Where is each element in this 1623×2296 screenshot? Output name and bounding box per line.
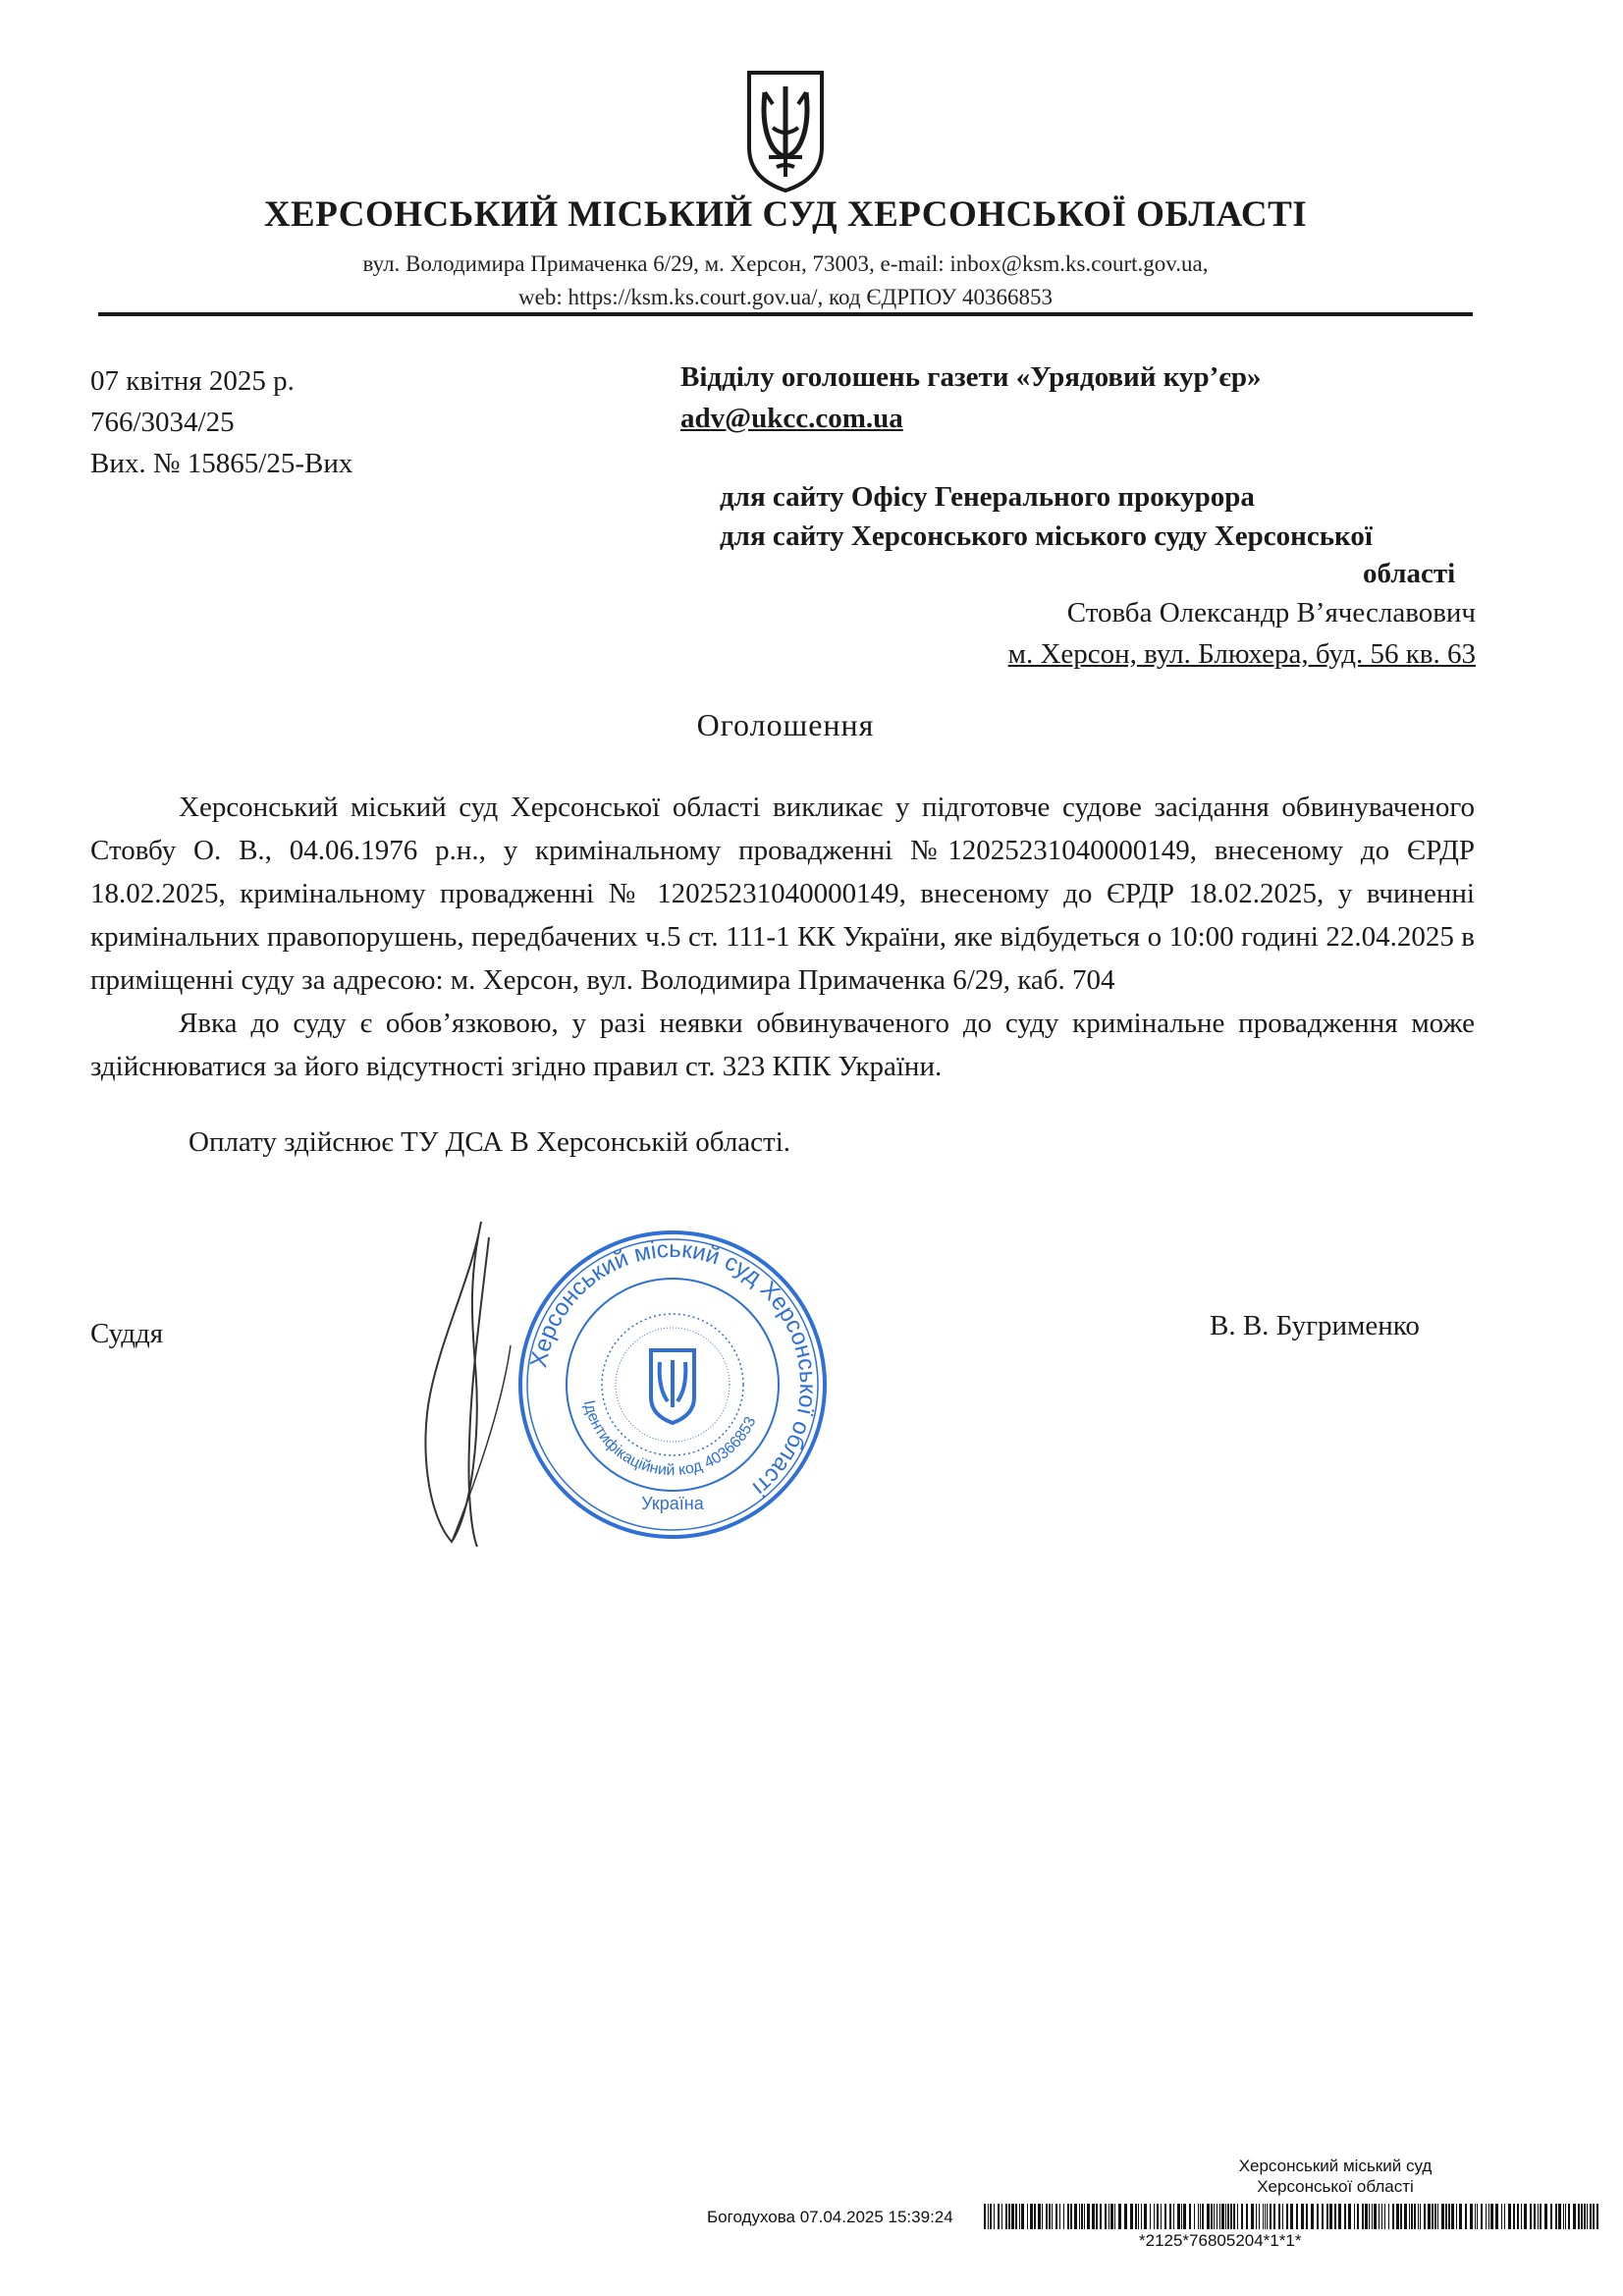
barcode-bar	[1354, 2204, 1355, 2229]
barcode-bar	[1246, 2204, 1248, 2229]
barcode-bar	[1154, 2204, 1155, 2229]
barcode-bar	[1369, 2204, 1370, 2229]
barcode-bar	[1019, 2204, 1020, 2229]
barcode-bar	[1256, 2204, 1257, 2229]
barcode-bar	[1273, 2204, 1275, 2229]
seal-country: Україна	[641, 1494, 704, 1513]
barcode-bar	[1374, 2204, 1377, 2229]
court-name: ХЕРСОНСЬКИЙ МІСЬКИЙ СУД ХЕРСОНСЬКОЇ ОБЛАСТІ	[263, 194, 1308, 235]
barcode-bar	[1534, 2204, 1536, 2229]
barcode-bar	[1251, 2204, 1254, 2229]
barcode-bar	[1087, 2204, 1090, 2229]
barcode-bar	[1344, 2204, 1346, 2229]
announcement-body	[90, 786, 1475, 1088]
barcode-bar	[1278, 2204, 1280, 2229]
barcode-bar	[1388, 2204, 1389, 2229]
barcode-bar	[1130, 2204, 1133, 2229]
letter-date: 07 квітня 2025 р.	[90, 365, 295, 397]
barcode-bar	[1169, 2204, 1171, 2229]
barcode-bar	[1233, 2204, 1235, 2229]
barcode-bar	[1578, 2204, 1580, 2229]
judge-name: В. В. Бугрименко	[1210, 1310, 1420, 1341]
barcode-bar	[1372, 2204, 1373, 2229]
barcode-bar	[1200, 2204, 1201, 2229]
barcode-bar	[1030, 2204, 1033, 2229]
barcode-bar	[1348, 2204, 1351, 2229]
announcement-paragraph-2: Явка до суду є обов’язковою, у разі неявки обвинуваченого до суду кримінальне провадження може здійснюватися за його відсутності згідно правил ст. 323 КПК України.	[90, 1008, 1475, 1082]
barcode-bar	[1432, 2204, 1434, 2229]
barcode-bar	[1486, 2204, 1487, 2229]
barcode-bar	[1046, 2204, 1048, 2229]
barcode-bar	[1157, 2204, 1159, 2229]
barcode-bar	[1237, 2204, 1238, 2229]
barcode-bar	[1110, 2204, 1113, 2229]
barcode-bar	[1225, 2204, 1226, 2229]
barcode-bar	[1550, 2204, 1552, 2229]
official-seal	[511, 1223, 835, 1547]
barcode-bar	[1338, 2204, 1341, 2229]
barcode-bar	[1042, 2204, 1043, 2229]
barcode-bar	[1074, 2204, 1077, 2229]
barcode-bar	[1265, 2204, 1266, 2229]
barcode-bar	[1306, 2204, 1308, 2229]
barcode-bar	[1124, 2204, 1127, 2229]
barcode-bar	[1411, 2204, 1413, 2229]
barcode-bar	[1357, 2204, 1359, 2229]
barcode-bar	[1384, 2204, 1385, 2229]
seal-inner-text: Ідентифікаційний код 40366853	[579, 1398, 760, 1480]
barcode-bar	[1437, 2204, 1438, 2229]
barcode-bar	[1404, 2204, 1407, 2229]
barcode-bar	[1144, 2204, 1147, 2229]
barcode-bar	[1150, 2204, 1151, 2229]
coat-of-arms-icon	[743, 69, 828, 194]
barcode-bar	[1508, 2204, 1511, 2229]
barcode-bar	[1070, 2204, 1072, 2229]
barcode-bar	[988, 2204, 989, 2229]
registration-stamp	[1070, 2156, 1600, 2197]
barcode-bar	[1418, 2204, 1419, 2229]
barcode-bar	[1296, 2204, 1298, 2229]
barcode-bar	[1490, 2204, 1493, 2229]
stamp-court-line1: Херсонський міський суд	[1238, 2157, 1433, 2175]
barcode-bar	[1568, 2204, 1570, 2229]
barcode-bar	[1183, 2204, 1186, 2229]
barcode-bar	[1221, 2204, 1224, 2229]
barcode-bar	[1021, 2204, 1024, 2229]
barcode-bar	[1084, 2204, 1085, 2229]
barcode-bar	[1530, 2204, 1532, 2229]
recipient-person-address: м. Херсон, вул. Блюхера, буд. 56 кв. 63	[1007, 638, 1476, 670]
barcode-bar	[1161, 2204, 1162, 2229]
barcode-bar	[1517, 2204, 1519, 2229]
case-number: 766/3034/25	[90, 407, 235, 438]
barcode-bar	[1286, 2204, 1288, 2229]
court-address-line1: вул. Володимира Примаченка 6/29, м. Херсон, 73003, e-mail: inbox@ksm.ks.court.gov.ua,	[362, 251, 1209, 276]
barcode-bar	[1504, 2204, 1505, 2229]
barcode-bar	[1470, 2204, 1473, 2229]
barcode-bar	[1114, 2204, 1115, 2229]
barcode-bar	[1590, 2204, 1592, 2229]
barcode-bar	[1477, 2204, 1478, 2229]
barcode-bar	[1334, 2204, 1336, 2229]
barcode-bar	[998, 2204, 1000, 2229]
barcode-bar	[1081, 2204, 1083, 2229]
registration-barcode-row	[707, 2198, 1610, 2257]
barcode-bar	[1301, 2204, 1304, 2229]
recipient-court-site-cont: області	[1363, 558, 1456, 589]
barcode-bar	[984, 2204, 986, 2229]
barcode-bar	[1459, 2204, 1462, 2229]
barcode-bar	[1445, 2204, 1447, 2229]
barcode-bar	[1317, 2204, 1319, 2229]
barcode-bar	[1329, 2204, 1332, 2229]
barcode-bar	[1365, 2204, 1368, 2229]
court-address-line2: web: https://ksm.ks.court.gov.ua/, код ЄДРПОУ 40366853	[518, 285, 1053, 309]
barcode-bar	[1259, 2204, 1260, 2229]
barcode-bar	[1198, 2204, 1199, 2229]
barcode-bar	[1282, 2204, 1283, 2229]
barcode-bar	[1400, 2204, 1402, 2229]
barcode-bar	[1326, 2204, 1328, 2229]
barcode-bar	[1362, 2204, 1364, 2229]
barcode-bar	[1465, 2204, 1467, 2229]
payment-note: Оплату здійснює ТУ ДСА В Херсонській області.	[189, 1126, 791, 1158]
barcode-bar	[1563, 2204, 1564, 2229]
barcode-bar	[1573, 2204, 1576, 2229]
barcode-bar	[1544, 2204, 1547, 2229]
barcode-bar	[1079, 2204, 1080, 2229]
barcode-bar	[1414, 2204, 1416, 2229]
barcode-bar	[1138, 2204, 1139, 2229]
barcode-bar	[1038, 2204, 1041, 2229]
barcode-bar	[1049, 2204, 1051, 2229]
stamp-registrar: Богодухова 07.04.2025 15:39:24	[707, 2208, 953, 2226]
barcode-bar	[1381, 2204, 1382, 2229]
barcode-bar	[1096, 2204, 1098, 2229]
barcode	[984, 2204, 1602, 2229]
barcode-bar	[1100, 2204, 1102, 2229]
announcement-paragraph-1: Херсонський міський суд Херсонської області викликає у підготовче судове засідання обвинуваченого Стовбу О. В., 04.06.1976 р.н., у кримінальному провадженні №12025231040000149, внесеному до ЄРДР 18.02.2025, кримінальному провадженні № 12025231040000149, внесеному до ЄРДР 18.02.2025, у вчиненні кримінальних правопорушень, передбачених ч.5 ст. 111-1 КК України, яке відбудеться о 10:00 годині 22.04.2025 в приміщенні суду за адресою: м. Херсон, вул. Володимира Примаченка 6/29, каб. 704	[90, 792, 1475, 996]
barcode-bar	[1214, 2204, 1215, 2229]
recipient-court-site: для сайту Херсонського міського суду Херсонської	[720, 520, 1373, 552]
barcode-bar	[1488, 2204, 1489, 2229]
barcode-bar	[1202, 2204, 1204, 2229]
barcode-bar	[1513, 2204, 1515, 2229]
stamp-court-line2: Херсонської області	[1257, 2177, 1414, 2196]
barcode-bar	[1428, 2204, 1431, 2229]
barcode-bar	[1027, 2204, 1028, 2229]
barcode-bar	[1420, 2204, 1421, 2229]
barcode-bar	[1008, 2204, 1010, 2229]
barcode-bar	[1005, 2204, 1007, 2229]
barcode-bar	[1001, 2204, 1002, 2229]
outgoing-number: Вих. № 15865/25-Вих	[90, 448, 353, 479]
barcode-bar	[1521, 2204, 1522, 2229]
barcode-bar	[1587, 2204, 1588, 2229]
seal-trident-icon	[651, 1350, 694, 1423]
announcement-title: Оголошення	[696, 707, 875, 742]
barcode-bar	[1311, 2204, 1314, 2229]
barcode-bar	[1181, 2204, 1182, 2229]
barcode-bar	[1135, 2204, 1137, 2229]
barcode-bar	[1555, 2204, 1557, 2229]
barcode-bar	[1538, 2204, 1539, 2229]
barcode-bar	[1055, 2204, 1057, 2229]
barcode-bar	[1015, 2204, 1017, 2229]
barcode-number: *2125*76805204*1*1*	[1139, 2231, 1302, 2250]
barcode-bar	[1173, 2204, 1174, 2229]
seal-outer-text: Херсонський міський суд Херсонської області	[525, 1235, 822, 1502]
barcode-bar	[1219, 2204, 1220, 2229]
recipient-newspaper: Відділу оголошень газети «Урядовий кур’єр»	[680, 361, 1262, 393]
barcode-bar	[1451, 2204, 1454, 2229]
barcode-bar	[1177, 2204, 1180, 2229]
barcode-bar	[1409, 2204, 1410, 2229]
barcode-bar	[1207, 2204, 1210, 2229]
barcode-bar	[1596, 2204, 1598, 2229]
judge-role: Суддя	[90, 1318, 164, 1349]
barcode-bar	[1481, 2204, 1483, 2229]
barcode-bar	[1034, 2204, 1036, 2229]
barcode-bar	[1059, 2204, 1060, 2229]
header-rule	[98, 312, 1473, 316]
barcode-bar	[1540, 2204, 1542, 2229]
barcode-bar	[1565, 2204, 1566, 2229]
recipient-person: Стовба Олександр В’ячеславович	[1066, 597, 1476, 629]
barcode-bar	[994, 2204, 995, 2229]
barcode-bar	[1424, 2204, 1426, 2229]
barcode-bar	[1475, 2204, 1476, 2229]
barcode-bar	[1448, 2204, 1450, 2229]
barcode-bar	[1267, 2204, 1268, 2229]
barcode-bar	[1524, 2204, 1527, 2229]
barcode-bar	[1270, 2204, 1271, 2229]
recipient-email[interactable]: adv@ukcc.com.ua	[680, 403, 903, 434]
letter-meta	[90, 360, 352, 484]
barcode-bar	[1164, 2204, 1166, 2229]
barcode-bar	[1456, 2204, 1457, 2229]
barcode-bar	[1067, 2204, 1069, 2229]
barcode-bar	[1105, 2204, 1107, 2229]
barcode-bar	[1011, 2204, 1014, 2229]
barcode-bar	[1241, 2204, 1243, 2229]
barcode-bar	[1441, 2204, 1444, 2229]
barcode-bar	[1396, 2204, 1399, 2229]
barcode-bar	[1434, 2204, 1436, 2229]
barcode-bar	[1227, 2204, 1229, 2229]
barcode-bar	[1211, 2204, 1213, 2229]
barcode-bar	[1189, 2204, 1191, 2229]
barcode-bar	[1118, 2204, 1121, 2229]
barcode-bar	[1558, 2204, 1561, 2229]
barcode-bar	[1194, 2204, 1195, 2229]
barcode-bar	[1581, 2204, 1583, 2229]
barcode-bar	[990, 2204, 992, 2229]
barcode-bar	[1322, 2204, 1324, 2229]
barcode-bar	[1501, 2204, 1502, 2229]
recipient-prosecutor-site: для сайту Офісу Генерального прокурора	[720, 481, 1255, 513]
barcode-bar	[1063, 2204, 1064, 2229]
barcode-bar	[1230, 2204, 1232, 2229]
barcode-bar	[1593, 2204, 1595, 2229]
court-address	[0, 247, 1571, 314]
barcode-bar	[1141, 2204, 1142, 2229]
barcode-bar	[1290, 2204, 1293, 2229]
barcode-bar	[1052, 2204, 1053, 2229]
barcode-bar	[1584, 2204, 1586, 2229]
barcode-bar	[1263, 2204, 1264, 2229]
barcode-bar	[1379, 2204, 1380, 2229]
barcode-bar	[1392, 2204, 1394, 2229]
barcode-bar	[1092, 2204, 1095, 2229]
barcode-bar	[1495, 2204, 1498, 2229]
